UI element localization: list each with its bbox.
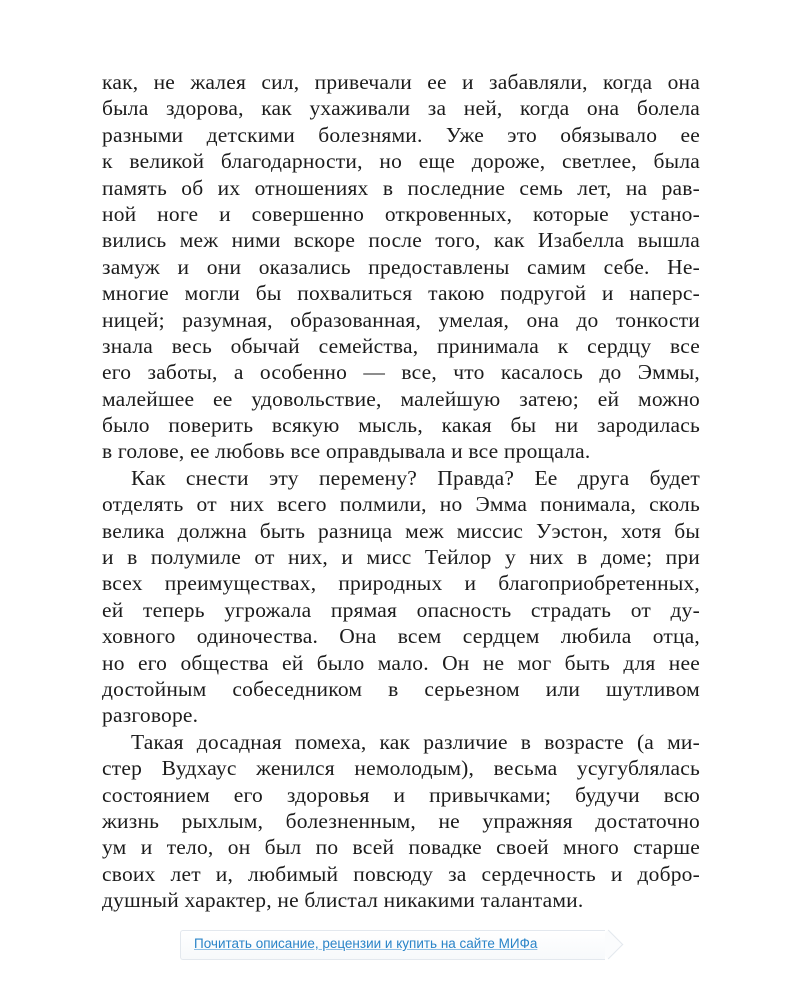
text-line: своих лет и, любимый повсюду за сердечность и добро- <box>102 861 700 886</box>
paragraph-2 <box>102 465 700 729</box>
text-line: но его общества ей было мало. Он не мог быть для нее <box>102 650 700 675</box>
text-line: и в полумиле от них, и мисс Тейлор у них в доме; при <box>102 545 700 570</box>
text-line: ховного одиночества. Она всем сердцем любила отца, <box>102 624 700 649</box>
text-line: жизнь рыхлым, болезненным, не упражняя достаточно <box>102 808 700 833</box>
text-line: стер Вудхаус женился немолодым), весьма усугублялась <box>102 756 700 781</box>
text-line: знала весь обычай семейства, принимала к сердцу все <box>102 333 700 358</box>
text-line: всех преимуществах, природных и благоприобретенных, <box>102 571 700 596</box>
text-line: замуж и они оказались предоставлены самим себе. Не- <box>102 254 700 279</box>
text-line: велика должна быть разница меж миссис Уэстон, хотя бы <box>102 518 700 543</box>
text-line: Такая досадная помеха, как различие в возрасте (а ми- <box>131 729 700 754</box>
buy-on-mif-link[interactable]: Почитать описание, рецензии и купить на сайте МИФа <box>194 936 538 951</box>
text-line: ной ноге и совершенно откровенных, которые устано- <box>102 201 700 226</box>
book-page <box>102 69 700 914</box>
paragraph-3 <box>102 729 700 914</box>
text-line: была здорова, как ухаживали за ней, когда она болела <box>102 96 700 121</box>
text-line: ум и тело, он был по всей повадке своей много старше <box>102 835 700 860</box>
text-line: состоянием его здоровья и привычками; будучи всю <box>102 782 700 807</box>
text-line: отделять от них всего полмили, но Эмма понимала, сколь <box>102 492 700 517</box>
text-line: в голове, ее любовь все оправдывала и все прощала. <box>102 439 591 464</box>
text-line: память об их отношениях в последние семь лет, на рав- <box>102 175 700 200</box>
text-line: душный характер, не блистал никакими талантами. <box>102 888 584 913</box>
text-line: к великой благодарности, но еще дороже, светлее, была <box>102 149 700 174</box>
text-line: малейшее ее удовольствие, малейшую затею; ей можно <box>102 386 700 411</box>
text-line: его заботы, а особенно — все, что касалось до Эммы, <box>102 360 700 385</box>
text-line: ницей; разумная, образованная, умелая, она до тонкости <box>102 307 700 332</box>
paragraph-1 <box>102 69 700 465</box>
text-line: достойным собеседником в серьезном или шутливом <box>102 676 700 701</box>
text-line: многие могли бы похвалиться такою подругой и наперс- <box>102 281 700 306</box>
text-line: вились меж ними вскоре после того, как Изабелла вышла <box>102 228 700 253</box>
text-line: Как снести эту перемену? Правда? Ее друга будет <box>131 465 700 490</box>
text-line: разными детскими болезнями. Уже это обязывало ее <box>102 122 700 147</box>
text-line: ей теперь угрожала прямая опасность страдать от ду- <box>102 597 700 622</box>
text-line: было поверить всякую мысль, какая бы ни зародилась <box>102 413 700 438</box>
buy-link-banner[interactable] <box>180 930 620 960</box>
text-line: как, не жалея сил, привечали ее и забавляли, когда она <box>102 70 700 94</box>
text-line: разговоре. <box>102 703 199 728</box>
